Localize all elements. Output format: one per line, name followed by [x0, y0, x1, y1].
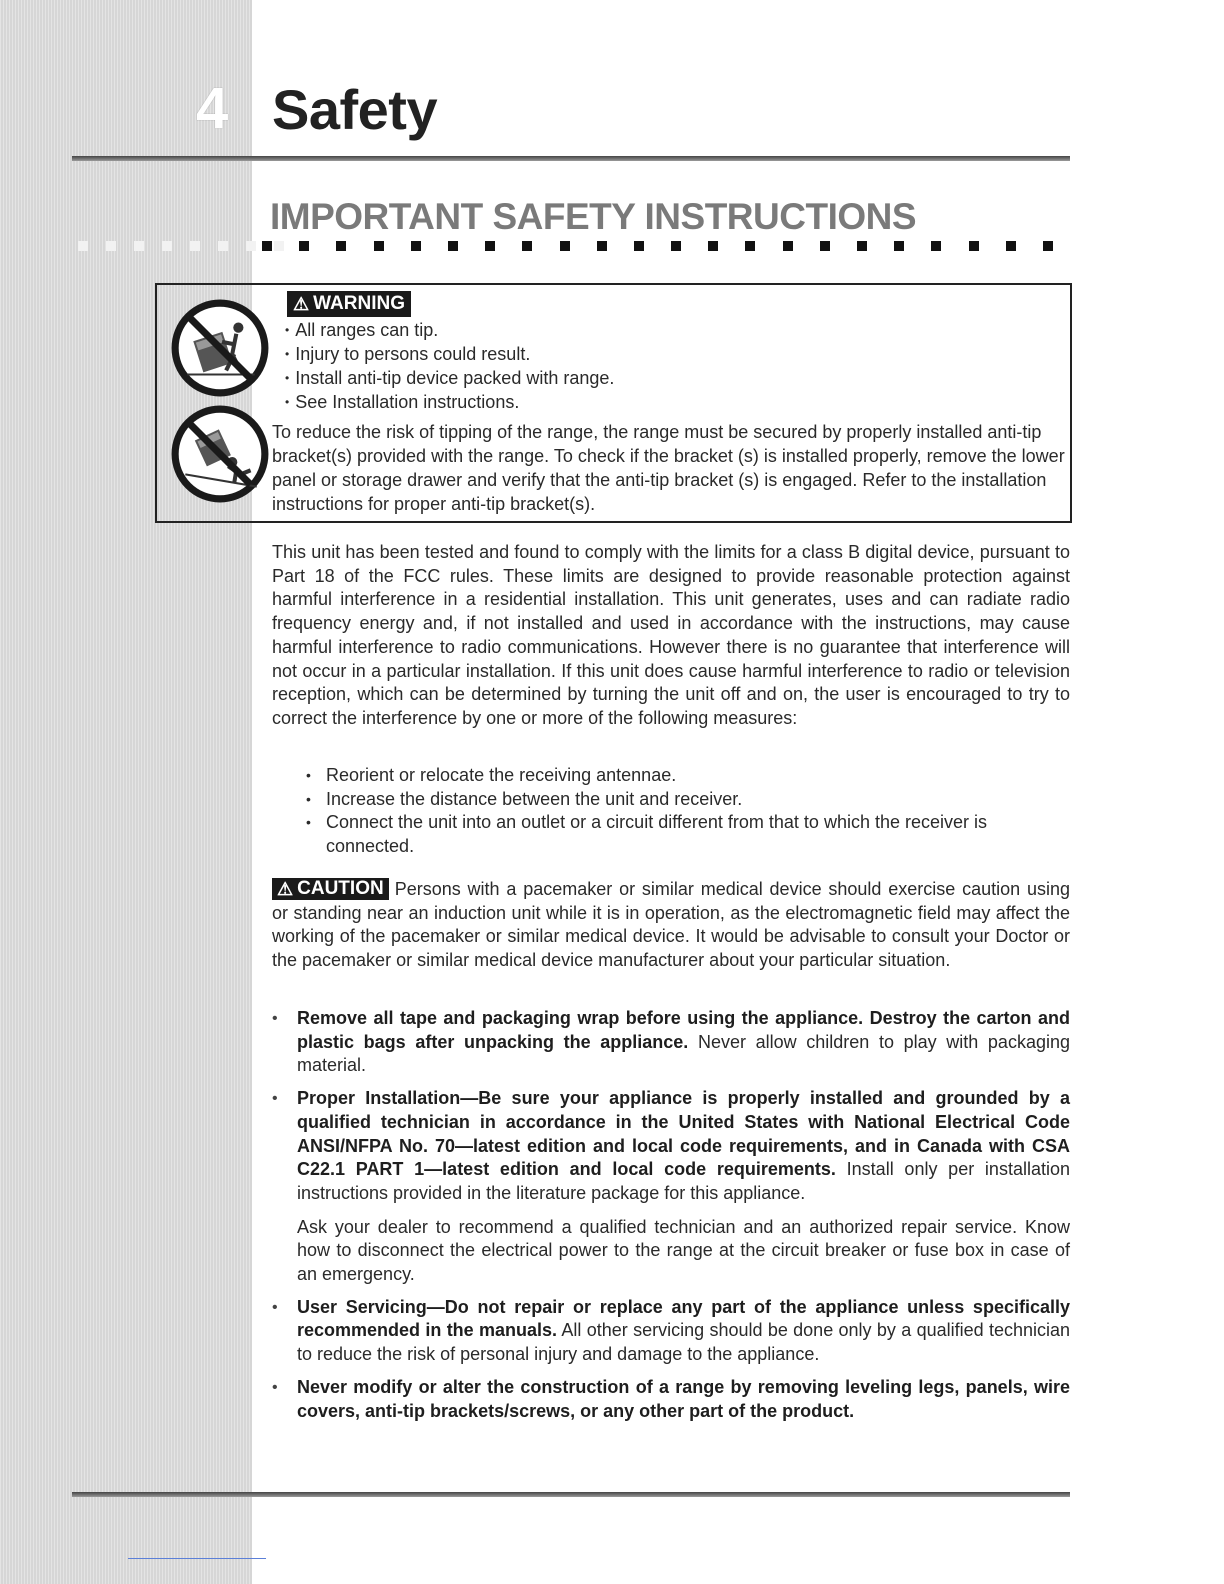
bullet-bold-text: Proper Installation—Be sure your appliance is properly installed and grounded by a qualified technician in accordance in the United States with National Electrical Code ANSI/NFPA No. 70—latest edition and local code requirements, and in Canada with CSA C22.1 PART 1—latest edition and local code requirements.: [297, 1088, 1070, 1180]
list-item: [272, 1007, 1070, 1078]
list-item: • Reorient or relocate the receiving antennae.: [306, 764, 1070, 788]
list-item: • All ranges can tip.: [285, 318, 614, 342]
safety-bullets: [272, 1007, 1070, 1432]
bullet-text: All other servicing should be done only by a qualified technician to reduce the risk of personal injury and damage to the appliance.: [297, 1320, 1070, 1365]
list-item: • Connect the unit into an outlet or a circuit different from that to which the receiver is connected.: [306, 811, 1070, 858]
footer-rule: [72, 1492, 1070, 1497]
bullet-text: Install only per installation instructions provided in the literature package for this appliance.: [297, 1159, 1070, 1203]
bullet-sub-paragraph: Ask your dealer to recommend a qualified technician and an authorized repair service. Know how to disconnect the electrical power to the range at the circuit breaker or fuse box in case of an emergency.: [297, 1216, 1070, 1285]
caution-paragraph: [272, 878, 1070, 973]
list-item: • Install anti-tip device packed with range.: [285, 366, 614, 390]
list-item: [272, 1376, 1070, 1423]
bullet-bold-text: Remove all tape and packaging wrap before using the appliance. Destroy the carton and plastic bags after unpacking the appliance.: [297, 1008, 1070, 1052]
list-item: [272, 1087, 1070, 1287]
section-heading: IMPORTANT SAFETY INSTRUCTIONS: [270, 196, 917, 237]
list-item: [272, 1296, 1070, 1367]
warning-triangle-icon: ⚠: [277, 879, 294, 899]
child-tip-warning-icon: [169, 403, 271, 505]
list-item: • Increase the distance between the unit and receiver.: [306, 788, 1070, 812]
decorative-dots-dark: [262, 241, 1053, 251]
caution-badge: ⚠ CAUTION: [272, 878, 389, 900]
warning-triangle-icon: ⚠: [293, 294, 310, 314]
chapter-title: Safety: [272, 78, 438, 141]
bullet-bold-text: Never modify or alter the construction of a range by removing leveling legs, panels, wire covers, anti-tip brackets/screws, or any other part of the product.: [297, 1376, 1070, 1421]
list-item: • See Installation instructions.: [285, 390, 614, 414]
chapter-number: 4: [196, 76, 229, 141]
warning-badge: ⚠ WARNING: [287, 291, 411, 317]
warning-paragraph: To reduce the risk of tipping of the range, the range must be secured by properly installed anti-tip bracket(s) provided with the range. To check if the bracket (s) is installed properly, remove the lower panel or storage drawer and verify that the anti-tip bracket (s) is engaged. Refer to the installation instructions for proper anti-tip bracket(s).: [272, 422, 1065, 514]
caution-text: Persons with a pacemaker or similar medical device should exercise caution using or standing near an induction unit while it is in operation, as the electromagnetic field may affect the working of the pacemaker or similar medical device. It would be advisable to consult your Doctor or the pacemaker or similar medical device manufacturer about your particular situation.: [272, 879, 1070, 971]
bullet-text: Never allow children to play with packaging material.: [297, 1031, 1070, 1076]
decorative-dots-light: [78, 241, 284, 251]
range-tip-warning-icon: [169, 297, 271, 399]
warning-list: [285, 318, 614, 414]
list-item: • Injury to persons could result.: [285, 342, 614, 366]
warning-box: [155, 283, 1072, 523]
bullet-bold-text: User Servicing—Do not repair or replace any part of the appliance unless specifically recommended in the manuals.: [297, 1296, 1070, 1341]
footer-link-line: [128, 1558, 266, 1559]
fcc-paragraph: This unit has been tested and found to comply with the limits for a class B digital device, pursuant to Part 18 of the FCC rules. These limits are designed to provide reasonable protection against harmful interference in a residential installation. This unit generates, uses and can radiate radio frequency energy and, if not installed and used in accordance with the instructions, may cause harmful interference to radio communications. However there is no guarantee that interference will not occur in a particular installation. If this unit does cause harmful interference to radio or television reception, which can be determined by turning the unit off and on, the user is encouraged to try to correct the interference by one or more of the following measures:: [272, 542, 1070, 728]
fcc-measures-list: [306, 764, 1070, 859]
header-rule: [72, 156, 1070, 161]
sidebar-pattern: [0, 0, 252, 1584]
